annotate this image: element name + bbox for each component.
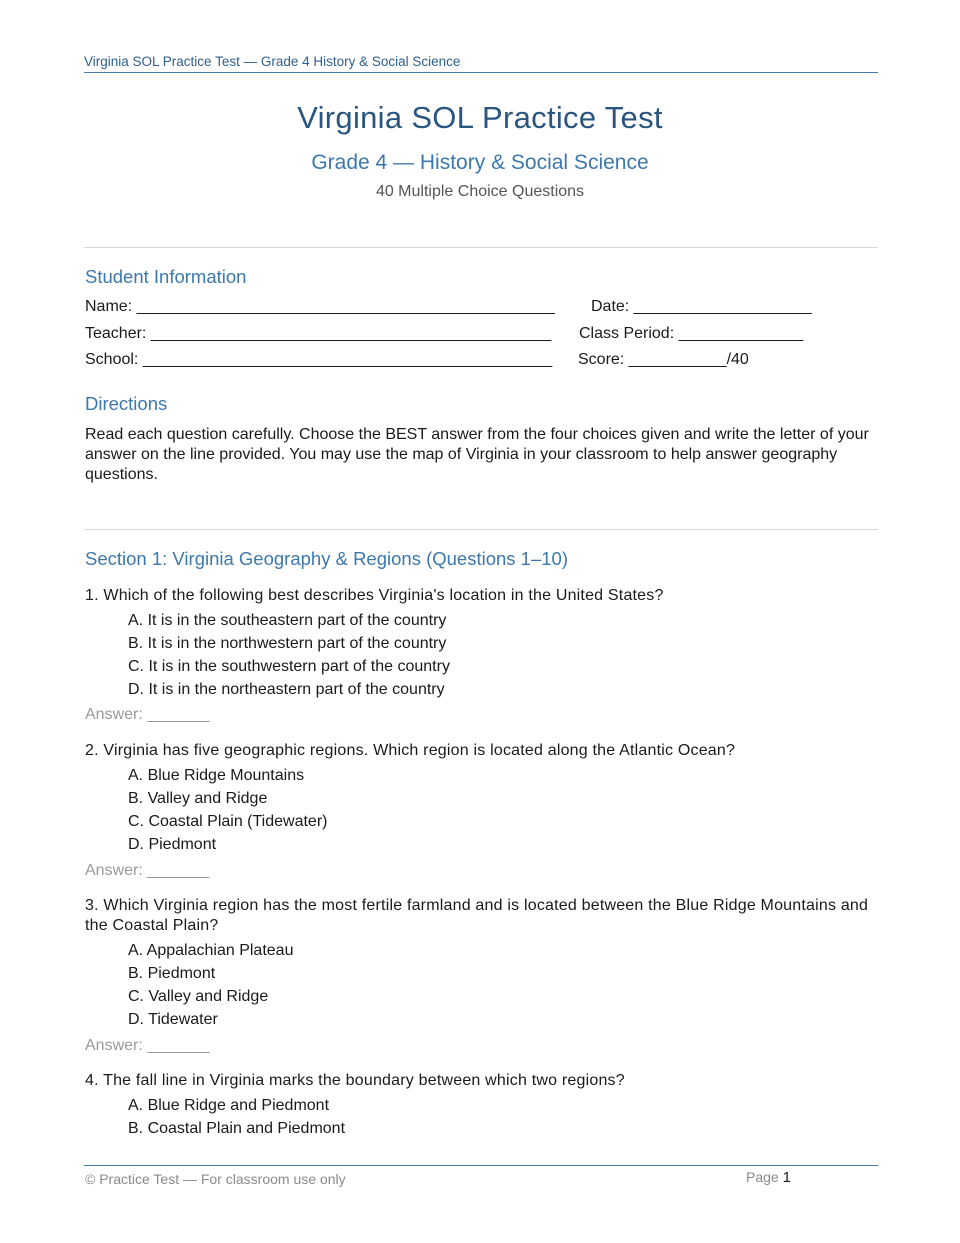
option: D. It is in the northeastern part of the country bbox=[128, 681, 445, 698]
class-period-field-label: Class Period: ______________ bbox=[579, 325, 804, 342]
answer-line: Answer: _______ bbox=[85, 862, 210, 879]
answer-line: Answer: _______ bbox=[85, 1037, 210, 1054]
answer-line: Answer: _______ bbox=[85, 706, 210, 723]
option: B. Coastal Plain and Piedmont bbox=[128, 1120, 346, 1137]
option: D. Piedmont bbox=[128, 836, 217, 853]
directions-heading: Directions bbox=[85, 393, 168, 414]
running-header: Virginia SOL Practice Test — Grade 4 History & Social Science bbox=[84, 54, 461, 69]
info-row-name bbox=[85, 298, 875, 320]
option: A. Blue Ridge and Piedmont bbox=[128, 1097, 330, 1114]
question-1: 1. Which of the following best describes Virginia's location in the United States? bbox=[85, 587, 664, 604]
info-row-school bbox=[85, 351, 875, 373]
footer-rule bbox=[84, 1165, 878, 1166]
page-subtitle: Grade 4 — History & Social Science bbox=[311, 151, 649, 174]
option: A. Appalachian Plateau bbox=[128, 942, 294, 959]
question-3: 3. Which Virginia region has the most fertile farmland and is located between the Blue Ridge Mountains and the Coastal Plain? bbox=[85, 897, 869, 934]
divider bbox=[84, 529, 878, 530]
option: B. Piedmont bbox=[128, 965, 216, 982]
info-row-teacher bbox=[85, 325, 875, 347]
divider bbox=[84, 247, 878, 248]
school-field-label: School: ______________________________________________ bbox=[85, 351, 553, 368]
option: D. Tidewater bbox=[128, 1011, 218, 1028]
option: A. It is in the southeastern part of the country bbox=[128, 612, 447, 629]
option: C. It is in the southwestern part of the country bbox=[128, 658, 450, 675]
question-count: 40 Multiple Choice Questions bbox=[375, 183, 585, 200]
option: B. It is in the northwestern part of the country bbox=[128, 635, 447, 652]
teacher-field-label: Teacher: _____________________________________________ bbox=[85, 325, 552, 342]
question-4: 4. The fall line in Virginia marks the boundary between which two regions? bbox=[85, 1072, 625, 1089]
option: A. Blue Ridge Mountains bbox=[128, 767, 305, 784]
date-field-label: Date: ____________________ bbox=[591, 298, 812, 315]
option: C. Coastal Plain (Tidewater) bbox=[128, 813, 328, 830]
page-title: Virginia SOL Practice Test bbox=[297, 100, 663, 135]
option: B. Valley and Ridge bbox=[128, 790, 268, 807]
option: C. Valley and Ridge bbox=[128, 988, 269, 1005]
page-number-value: 1 bbox=[782, 1169, 791, 1186]
score-field-label: Score: ___________/40 bbox=[578, 351, 749, 368]
header-rule bbox=[84, 72, 878, 73]
student-info-heading: Student Information bbox=[85, 266, 247, 287]
section-heading: Section 1: Virginia Geography & Regions (Questions 1–10) bbox=[85, 548, 568, 569]
page-number bbox=[746, 1169, 791, 1186]
footer-note: © Practice Test — For classroom use only bbox=[85, 1171, 346, 1187]
question-2: 2. Virginia has five geographic regions. Which region is located along the Atlantic Ocean? bbox=[85, 742, 736, 759]
directions-text: Read each question carefully. Choose the BEST answer from the four choices given and write the letter of your answer on the line provided. You may use the map of Virginia in your classroom to help answer geography questions. bbox=[85, 426, 869, 483]
page-label: Page bbox=[746, 1169, 779, 1185]
name-field-label: Name: _______________________________________________ bbox=[85, 298, 555, 315]
